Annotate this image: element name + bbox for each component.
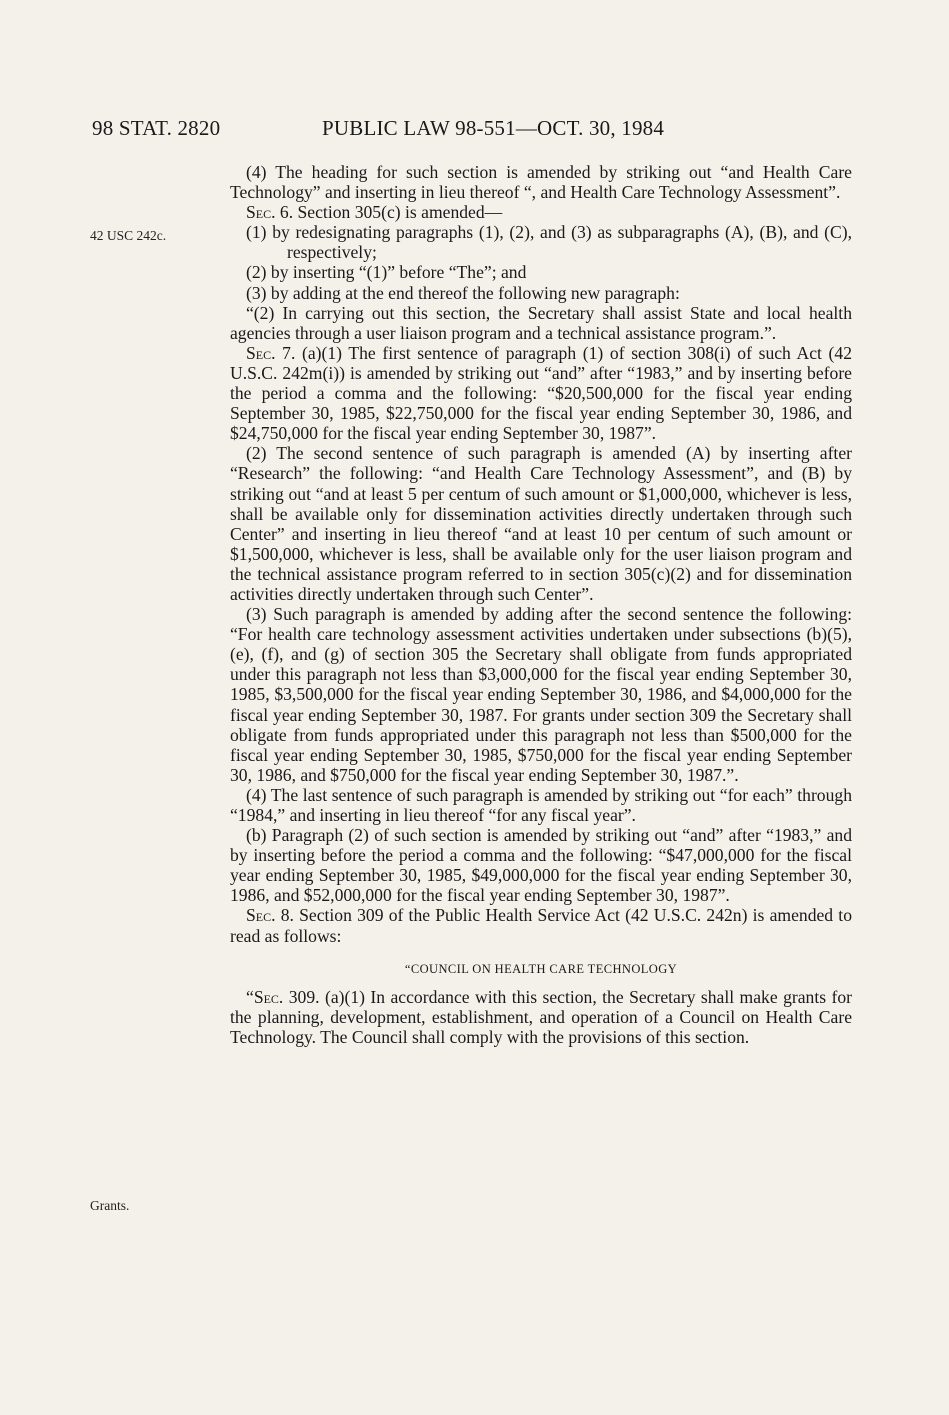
page-title: PUBLIC LAW 98-551—OCT. 30, 1984 bbox=[322, 116, 665, 140]
paragraph: “(2) In carrying out this section, the Secretary shall assist State and local health agencies through a user liaison program and a technical assistance program.”. bbox=[230, 302, 852, 343]
section-8-paragraph bbox=[230, 905, 852, 945]
section-309-paragraph bbox=[230, 987, 852, 1047]
paragraph: (3) by adding at the end thereof the following new paragraph: bbox=[246, 282, 680, 303]
section-label: Sec. 7. bbox=[246, 342, 296, 363]
paragraph: (b) Paragraph (2) of such section is amended by striking out “and” after “1983,” and by inserting before the period a comma and the following: “$47,000,000 for the fiscal year ending September 30, 1985, $49,000,000 for the fiscal year ending September 30, 1986, and $52,000,000 for the fiscal year ending September 30, 1987”. bbox=[230, 825, 852, 906]
section-text: (a)(1) In accordance with this section, the Secretary shall make grants for the planning, development, establishment, and operation of a Council on Health Care Technology. The Council shall comply with the provisions of this section. bbox=[230, 986, 852, 1047]
section-7-paragraph bbox=[230, 343, 852, 443]
paragraph: (4) The heading for such section is amended by striking out “and Health Care Technology” and inserting in lieu thereof “, and Health Care Technology Assessment”. bbox=[230, 162, 852, 203]
paragraph: (3) Such paragraph is amended by adding after the second sentence the following: “For health care technology assessment activities undertaken under subsections (b)(5), (e), (f), and (g) of section 305 the Secretary shall obligate from funds appropriated under this paragraph not less than $3,000,000 for the fiscal year ending September 30, 1985, $3,500,000 for the fiscal year ending September 30, 1986, and $4,000,000 for the fiscal year ending September 30, 1987. For grants under section 309 the Secretary shall obligate from funds appropriated under this paragraph not less than $500,000 for the fiscal year ending September 30, 1985, $750,000 for the fiscal year ending September 30, 1986, and $750,000 for the fiscal year ending September 30, 1987.”. bbox=[230, 604, 852, 785]
section-text: Section 309 of the Public Health Service Act (42 U.S.C. 242n) is amended to read as follows: bbox=[230, 905, 852, 946]
paragraph: (1) by redesignating paragraphs (1), (2), and (3) as subparagraphs (A), (B), and (C), respectively; bbox=[246, 222, 852, 263]
section-text: (a)(1) The first sentence of paragraph (1) of section 308(i) of such Act (42 U.S.C. 242m(i)) is amended by striking out “and” after “1983,” and by inserting before the period a comma and the following: “$20,500,000 for the fiscal year ending September 30, 1985, $22,750,000 for the fiscal year ending September 30, 1986, and $24,750,000 for the fiscal year ending September 30, 1987”. bbox=[230, 342, 852, 444]
section-6-paragraph bbox=[230, 202, 852, 222]
paragraph: (4) The last sentence of such paragraph is amended by striking out “for each” through “1984,” and inserting in lieu thereof “for any fiscal year”. bbox=[230, 784, 852, 825]
document-body bbox=[230, 162, 852, 1047]
open-quote: “ bbox=[246, 986, 254, 1007]
stat-page-number: 98 STAT. 2820 bbox=[92, 116, 221, 140]
section-label: Sec. 6. bbox=[246, 202, 294, 223]
section-label: Sec. 309. bbox=[253, 986, 320, 1007]
section-label: Sec. 8. bbox=[246, 905, 294, 926]
paragraph: (2) The second sentence of such paragraph is amended (A) by inserting after “Research” the following: “and Health Care Technology Assessment”, and (B) by striking out “and at least 5 per centum of such amount or $1,000,000, whichever is less, shall be available only for dissemination activities directly undertaken through such Center” and inserting in lieu thereof “and at least 10 per centum of such amount or $1,500,000, whichever is less, shall be available only for the user liaison program and the technical assistance program referred to in section 305(c)(2) and for dissemination activities directly undertaken through such Center”. bbox=[230, 443, 852, 604]
margin-note-grants: Grants. bbox=[90, 1198, 130, 1213]
margin-note-usc: 42 USC 242c. bbox=[90, 228, 167, 243]
section-text: Section 305(c) is amended— bbox=[293, 202, 503, 223]
section-heading: “COUNCIL ON HEALTH CARE TECHNOLOGY bbox=[404, 961, 678, 976]
paragraph: (2) by inserting “(1)” before “The”; and bbox=[246, 262, 527, 283]
